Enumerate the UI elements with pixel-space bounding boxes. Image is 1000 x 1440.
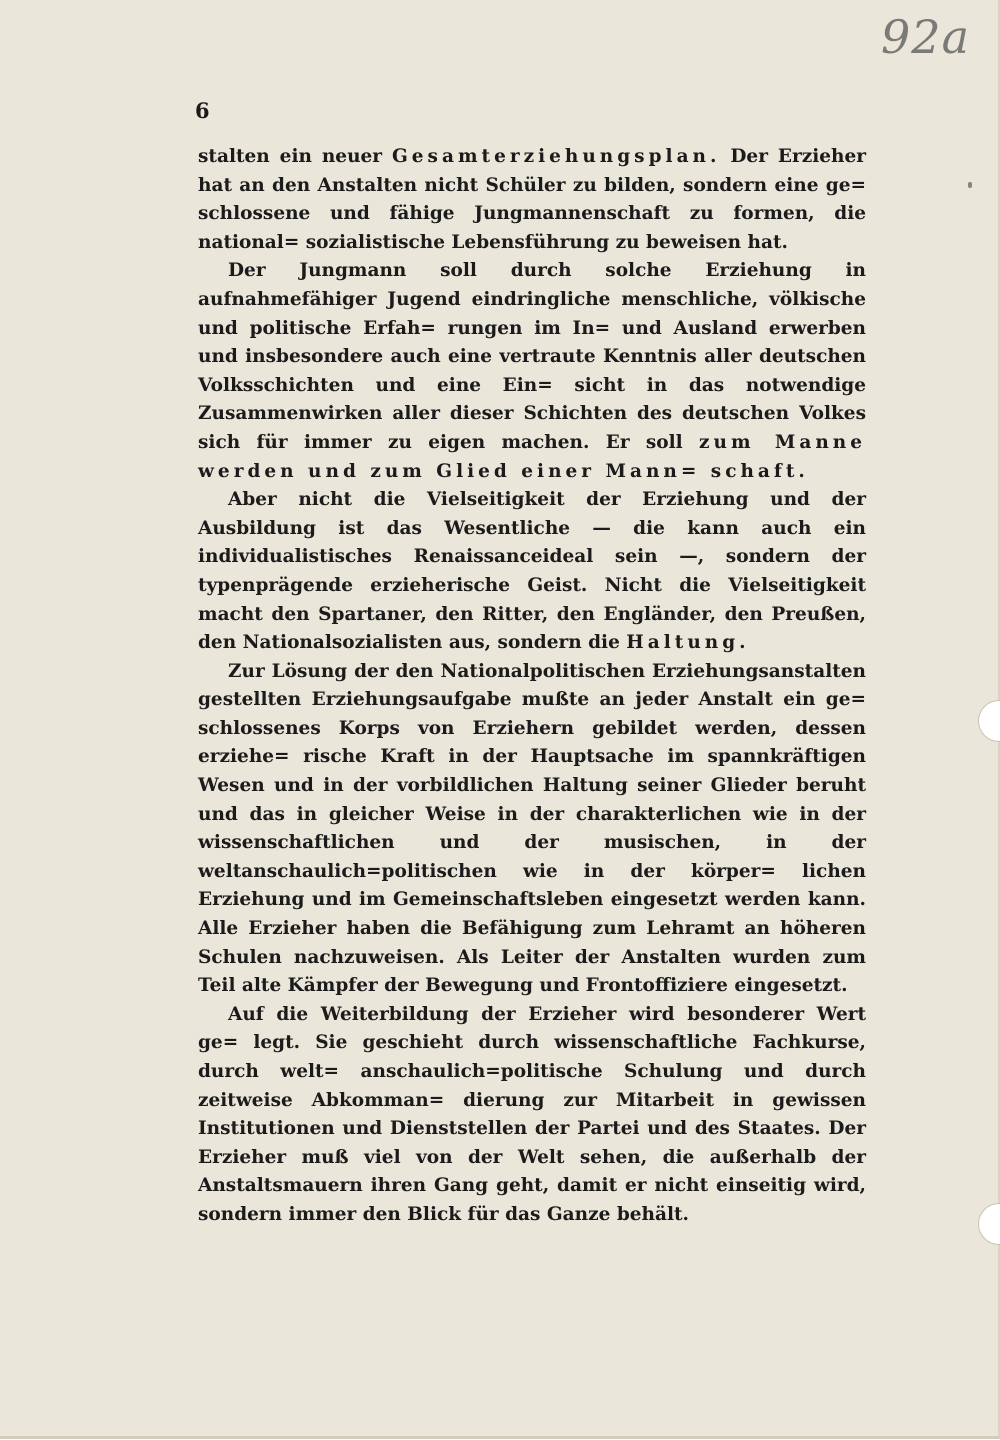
paragraph-1: stalten ein neuer Gesamterziehungsplan. Der Erzieher hat an den Anstalten nicht Schüler zu bilden, sondern eine ge= schlossene und fähige Jungmannenschaft zu formen, die national= sozialistische Lebensführung zu beweisen hat. bbox=[198, 146, 866, 253]
paragraph-2: Der Jungmann soll durch solche Erziehung in aufnahmefähiger Jugend eindringliche menschliche, völkische und politische Erfah= rungen im In= und Ausland erwerben und insbesondere auch eine vertraute Kenntnis aller deutschen Volksschichten und eine Ein= sicht in das notwendige Zusammenwirken aller dieser Schichten des deutschen Volkes sich für immer zu eigen machen. Er soll zum Manne werden und zum Glied einer Mann= schaft. bbox=[198, 260, 866, 482]
paragraph-5: Auf die Weiterbildung der Erzieher wird besonderer Wert ge= legt. Sie geschieht durch wissenschaftliche Fachkurse, durch welt= anschaulich=politische Schulung und durch zeitweise Abkomman= dierung zur Mitarbeit in gewissen Institutionen und Dienststellen der Partei und des Staates. Der Erzieher muß viel von der Welt sehen, die außerhalb der Anstaltsmauern ihren Gang geht, damit er nicht einseitig wird, sondern immer den Blick für das Ganze behält. bbox=[198, 1003, 866, 1225]
paragraph-4: Zur Lösung der den Nationalpolitischen Erziehungsanstalten gestellten Erziehungsaufgabe mußte an jeder Anstalt ein ge= schlossenes Korps von Erziehern gebildet werden, dessen erziehe= rische Kraft in der Hauptsache im spannkräftigen Wesen und in der vorbildlichen Haltung seiner Glieder beruht und das in gleicher Weise in der charakterlichen wie in der wissenschaftlichen und der musischen, in der weltanschaulich=politischen wie in der körper= lichen Erziehung und im Gemeinschaftsleben eingesetzt werden kann. Alle Erzieher haben die Befähigung zum Lehramt an höheren Schulen nachzuweisen. Als Leiter der Anstalten wurden zum Teil alte Kämpfer der Bewegung und Frontoffiziere eingesetzt. bbox=[198, 660, 866, 997]
emphasis-gesamterziehungsplan: Gesamterziehungsplan. bbox=[391, 146, 721, 167]
archive-number: 92a bbox=[881, 10, 970, 64]
paper-speck bbox=[968, 182, 972, 188]
body-text bbox=[198, 143, 866, 1230]
punch-hole bbox=[978, 1203, 1000, 1245]
paragraph-3: Aber nicht die Vielseitigkeit der Erziehung und der Ausbildung ist das Wesentliche — die kann auch ein individualistisches Renaissanceideal sein —, sondern der typenprägende erzieherische Geist. Nicht die Vielseitigkeit macht den Spartaner, den Ritter, den Engländer, den Preußen, den Nationalsozialisten aus, sondern die Haltung. bbox=[198, 489, 866, 654]
emphasis-zum-manne: zum Manne werden und zum Glied einer Mann= schaft. bbox=[198, 431, 866, 482]
page-number: 6 bbox=[195, 98, 210, 123]
emphasis-haltung: Haltung. bbox=[626, 632, 750, 654]
punch-hole bbox=[978, 700, 1000, 742]
